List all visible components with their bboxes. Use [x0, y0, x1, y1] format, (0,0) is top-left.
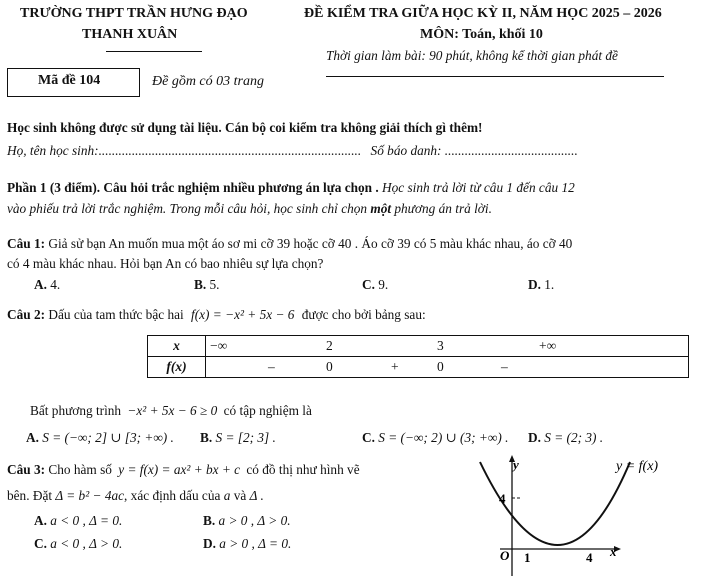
q1-option-c: C. 9.	[362, 277, 389, 292]
q2-option-a: A. S = (−∞; 2] ∪ [3; +∞) .	[26, 430, 174, 445]
q3-text-3c: và	[233, 488, 247, 503]
x-tick-4: 4	[586, 550, 593, 565]
sign-positive: +	[391, 359, 399, 374]
part1-title: Phần 1 (3 điểm). Câu hỏi trắc nghiệm nhiều phương án lựa chọn .	[7, 180, 379, 195]
part1-desc-1: Học sinh trả lời từ câu 1 đến câu 12	[382, 180, 575, 195]
q2-text: Dấu của tam thức bậc hai	[48, 307, 184, 322]
exam-subject: MÔN: Toán, khối 10	[420, 27, 543, 42]
student-name-label: Họ, tên học sinh:	[7, 143, 99, 158]
q3-option-a: A. a < 0 , Δ = 0.	[34, 513, 123, 528]
student-id-blank: ........................................	[444, 143, 578, 158]
sign-negative-2: –	[501, 359, 508, 374]
exam-code: Mã đề 104	[38, 73, 101, 88]
student-id-label: Số báo danh:	[370, 143, 442, 158]
q2-option-b: B. S = [2; 3] .	[200, 430, 276, 445]
header-divider-right	[326, 76, 664, 77]
q3-formula: y = f(x) = ax² + bx + c	[118, 462, 241, 477]
q1-text-1: Giả sử bạn An muốn mua một áo sơ mi cỡ 39 hoặc cỡ 40 . Áo cỡ 39 có 5 màu khác nhau, áo cỡ 40	[48, 236, 573, 251]
part1-heading	[7, 180, 575, 196]
sign-table-f-values	[206, 357, 689, 378]
exam-warning: Học sinh không được sử dụng tài liệu. Cán bộ coi kiểm tra không giải thích gì thêm!	[7, 120, 483, 135]
q1-text-2: có 4 màu khác nhau. Hỏi bạn An có bao nhiêu sự lựa chọn?	[7, 256, 324, 271]
page-count-note: Đề gồm có 03 trang	[152, 74, 264, 89]
header-divider-left	[106, 51, 202, 52]
sign-table-x-values	[206, 336, 689, 357]
q3-line1	[7, 462, 360, 478]
part1-desc-2c: phương án trả lời.	[391, 201, 492, 216]
q3-var-a: a	[223, 488, 231, 503]
q2-prompt-formula: −x² + 5x − 6 ≥ 0	[127, 403, 218, 418]
q1-label: Câu 1:	[7, 236, 46, 251]
q2-option-c: C. S = (−∞; 2) ∪ (3; +∞) .	[362, 430, 509, 445]
sign-table	[147, 335, 689, 378]
q2-label: Câu 2:	[7, 307, 46, 322]
x-tick-1: 1	[524, 550, 531, 565]
x-root-2: 2	[326, 338, 333, 353]
student-name-blank: ...............................................................................	[98, 143, 362, 158]
part1-desc-2b: một	[370, 201, 392, 216]
q2-text-after: được cho bởi bảng sau:	[301, 307, 426, 322]
parabola-graph	[470, 452, 702, 580]
q3-text-1: Cho hàm số	[48, 462, 112, 477]
q3-var-delta: Δ .	[249, 488, 264, 503]
q3-line2	[7, 488, 264, 504]
q3-option-d: D. a > 0 , Δ = 0.	[203, 536, 292, 551]
q1-option-d: D. 1.	[528, 277, 555, 292]
x-plus-infinity: +∞	[539, 338, 557, 353]
x-root-3: 3	[437, 338, 444, 353]
q3-text-2: có đồ thị như hình vẽ	[246, 462, 360, 477]
y-axis-label: y	[513, 457, 519, 472]
q2-line1	[7, 307, 426, 323]
school-district: THANH XUÂN	[82, 27, 178, 42]
x-minus-infinity: −∞	[210, 338, 228, 353]
sign-table-f-label: f(x)	[148, 357, 206, 378]
sign-table-row-f	[148, 357, 689, 378]
q2-formula: f(x) = −x² + 5x − 6	[191, 307, 295, 322]
q2-prompt-2: có tập nghiệm là	[223, 403, 312, 418]
q2-prompt	[30, 403, 312, 419]
q2-option-d: D. S = (2; 3) .	[528, 430, 604, 445]
exam-code-box	[7, 68, 140, 97]
exam-title: ĐỀ KIỂM TRA GIỮA HỌC KỲ II, NĂM HỌC 2025 – 2026	[304, 6, 662, 21]
q1-option-b: B. 5.	[194, 277, 220, 292]
q3-label: Câu 3:	[7, 462, 46, 477]
sign-zero-2: 0	[437, 359, 444, 374]
q1-option-a: A. 4.	[34, 277, 61, 292]
sign-table-row-x	[148, 336, 689, 357]
q3-text-3a: bên. Đặt	[7, 488, 53, 503]
sign-zero-1: 0	[326, 359, 333, 374]
exam-time: Thời gian làm bài: 90 phút, không kể thời gian phát đề	[326, 48, 618, 63]
sign-table-x-label: x	[148, 336, 206, 357]
curve-label: y = f(x)	[616, 459, 659, 474]
origin-label: O	[500, 548, 510, 563]
q1-line1	[7, 236, 572, 252]
school-name: TRƯỜNG THPT TRẦN HƯNG ĐẠO	[20, 6, 248, 21]
part1-desc-2a: vào phiếu trả lời trắc nghiệm. Trong mỗi câu hỏi, học sinh chỉ chọn	[7, 201, 371, 216]
part1-desc-line2	[7, 201, 492, 217]
q3-formula2: Δ = b² − 4ac	[55, 488, 125, 503]
y-tick-4: 4	[499, 491, 506, 506]
x-axis-label: x	[610, 544, 617, 559]
sign-negative-1: –	[268, 359, 275, 374]
q3-option-b: B. a > 0 , Δ > 0.	[203, 513, 291, 528]
q3-text-3b: , xác định dấu của	[124, 488, 221, 503]
student-name-line	[7, 143, 578, 159]
q3-option-c: C. a < 0 , Δ > 0.	[34, 536, 123, 551]
q2-prompt-1: Bất phương trình	[30, 403, 122, 418]
